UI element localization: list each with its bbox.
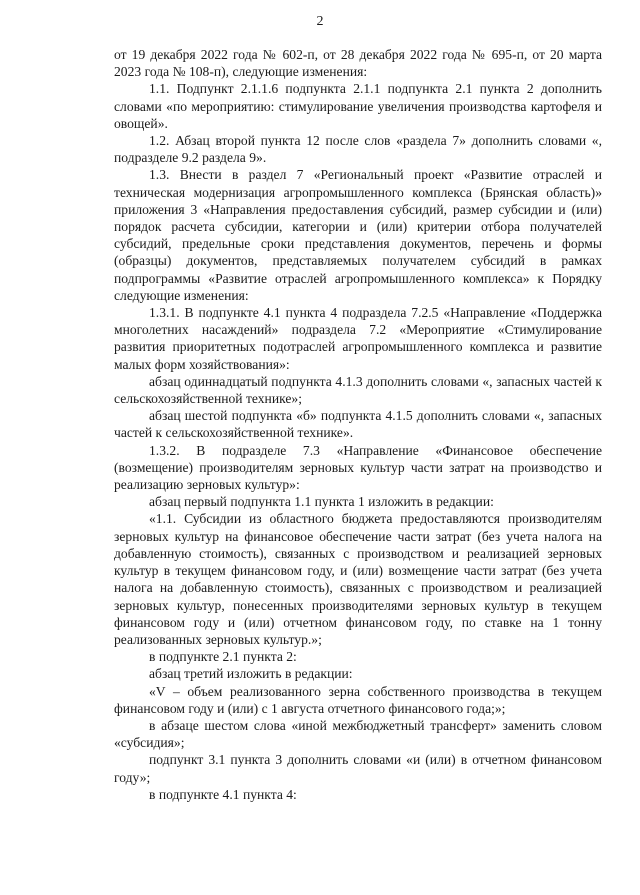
paragraph: абзац первый подпункта 1.1 пункта 1 изложить в редакции: [149,494,494,510]
paragraph: от 19 декабря 2022 года № 602-п, от 28 декабря 2022 года № 695-п, от 20 марта 2023 года № 108-п), следующие изменения: [114,47,602,80]
paragraph: 1.3. Внести в раздел 7 «Региональный проект «Развитие отраслей и техническая модернизация агропромышленного комплекса (Брянская область)» приложения 3 «Направления предоставления субсидий, размер субсидии и (или) порядок расчета субсидии, категории и (или) критерии отбора получателей субсидий, предельные сроки представления документов, перечень и формы (образцы) документов, представляемых получателем субсидий в рамках подпрограммы «Развитие отраслей агропромышленного комплекса» к Порядку следующие изменения: [114,167,602,303]
page-number: 2 [316,14,324,29]
paragraph: абзац одиннадцатый подпункта 4.1.3 дополнить словами «, запасных частей к сельскохозяйственной технике»; [114,373,602,407]
paragraph: 1.3.2. В подразделе 7.3 «Направление «Финансовое обеспечение (возмещение) производителям зерновых культур части затрат на производство и реализацию зерновых культур»: [114,442,602,493]
paragraph: «1.1. Субсидии из областного бюджета предоставляются производителям зерновых культур на финансовое обеспечение части затрат (без учета налога на добавленную стоимость), связанных с производством и реализацией зерновых культур в текущем финансовом году, и (или) возмещение части затрат (без учета налога на добавленную стоимость), связанных с производством и реализацией зерновых культур, понесенных производителями зерновых культур в текущем финансовом году и (или) отчетном финансовом году, по ставке на 1 тонну реализованных зерновых культур.»; [114,511,602,647]
paragraph: «V – объем реализованного зерна собственного производства в текущем финансовом году и (или) с 1 августа отчетного финансового года;»; [114,683,602,716]
paragraph: в подпункте 4.1 пункта 4: [149,786,297,802]
paragraph: в абзаце шестом слова «иной межбюджетный трансферт» заменить словом «субсидия»; [114,717,602,751]
document-body [114,46,602,803]
paragraph: абзац шестой подпункта «б» подпункта 4.1.5 дополнить словами «, запасных частей к сельскохозяйственной технике». [114,408,602,441]
paragraph: подпункт 3.1 пункта 3 дополнить словами «и (или) в отчетном финансовом году»; [114,752,602,785]
paragraph: 1.3.1. В подпункте 4.1 пункта 4 подраздела 7.2.5 «Направление «Поддержка многолетних насаждений» подраздела 7.2 «Мероприятие «Стимулирование развития приоритетных подотраслей агропромышленного комплекса и развитие малых форм хозяйствования»: [114,305,602,372]
paragraph: 1.1. Подпункт 2.1.1.6 подпункта 2.1.1 подпункта 2.1 пункта 2 дополнить словами «по мероприятию: стимулирование увеличения производства картофеля и овощей». [114,81,602,131]
paragraph: 1.2. Абзац второй пункта 12 после слов «раздела 7» дополнить словами «, подразделе 9.2 раздела 9». [114,133,602,166]
paragraph: абзац третий изложить в редакции: [149,666,353,682]
paragraph: в подпункте 2.1 пункта 2: [149,649,297,665]
